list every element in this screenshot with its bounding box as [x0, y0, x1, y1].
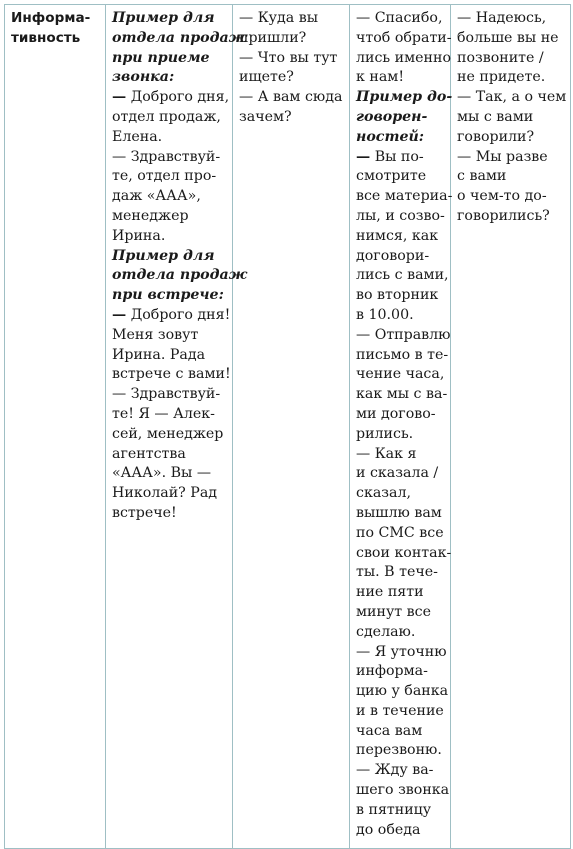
- cell-text-line: лись именно: [356, 49, 451, 66]
- cell-text-line: Пример для: [112, 10, 215, 26]
- bold-dash: —: [112, 89, 127, 106]
- cell-text-rest: Доброго дня!: [126, 306, 231, 323]
- cell-text-line: даж «ААА»,: [112, 188, 201, 205]
- cell-text-line: ние пяти: [356, 584, 424, 601]
- cell-text-line: «ААА». Вы —: [112, 465, 212, 482]
- cell-text-line: сей, менеджер: [112, 425, 224, 442]
- cell-text-line: говорились?: [457, 207, 550, 224]
- cell-text-line: в пятницу: [356, 801, 432, 818]
- cell-text-line: шего звонка: [356, 782, 450, 799]
- row-label-line: Информа-: [11, 10, 91, 26]
- cell-text-line: [356, 148, 445, 168]
- cell-text-line: лы, и созво-: [356, 207, 445, 224]
- cell-text-line: Меня зовут: [112, 326, 199, 343]
- cell-text-line: Ирина.: [112, 227, 166, 244]
- cell-text-line: письмо в те-: [356, 346, 449, 363]
- document-page: [4, 4, 570, 849]
- rude-questions-cell: [233, 5, 350, 849]
- cell-text-line: встрече с вами!: [112, 366, 231, 383]
- cell-text-line: в 10.00.: [356, 306, 414, 323]
- cell-text-line: чение часа,: [356, 366, 445, 383]
- cell-text-rest: Вы по-: [370, 148, 424, 165]
- cell-text-line: встрече!: [112, 504, 177, 521]
- table-row: [5, 5, 571, 849]
- cell-text-line: — Я уточню: [356, 643, 447, 660]
- cell-text-line: позвоните /: [457, 49, 544, 66]
- negative-replies-cell: [451, 5, 571, 849]
- cell-text-line: цию у банка: [356, 683, 449, 700]
- cell-text-line: мы с вами: [457, 108, 534, 125]
- cell-text-line: — Жду ва-: [356, 762, 434, 779]
- cell-text-line: отдела продаж: [112, 29, 248, 46]
- cell-text-line: больше вы не: [457, 29, 559, 46]
- cell-text-line: ищете?: [239, 69, 294, 86]
- cell-text-line: отдел продаж,: [112, 108, 221, 125]
- cell-text-line: ностей:: [356, 128, 425, 145]
- cell-text-line: Николай? Рад: [112, 485, 218, 502]
- cell-text-line: — Отправлю: [356, 326, 451, 343]
- cell-text-line: — Мы разве: [457, 148, 548, 165]
- cell-text-line: все материа-: [356, 188, 453, 205]
- cell-text-line: Елена.: [112, 128, 163, 145]
- cell-text-line: — А вам сюда: [239, 89, 343, 106]
- cell-text-line: — Как я: [356, 445, 417, 462]
- cell-text-line: звонка:: [112, 69, 175, 86]
- cell-text-line: менеджер: [112, 207, 189, 224]
- cell-text-line: сделаю.: [356, 623, 416, 640]
- cell-text-line: [112, 306, 231, 326]
- cell-text-line: отдела продаж: [112, 267, 248, 284]
- cell-text-line: о чем-то до-: [457, 188, 547, 205]
- cell-text-line: при приеме: [112, 49, 210, 66]
- cell-text-line: часа вам: [356, 722, 423, 739]
- cell-text-line: и в течение: [356, 702, 444, 719]
- bold-dash: —: [356, 148, 371, 165]
- cell-text-line: — Здравствуй-: [112, 148, 221, 165]
- cell-text-line: говорен-: [356, 108, 428, 125]
- cell-text-line: Пример для: [112, 247, 215, 264]
- cell-text-line: — Куда вы: [239, 10, 319, 26]
- cell-text-line: — Так, а о чем: [457, 89, 567, 106]
- cell-text-line: по СМС все: [356, 524, 444, 541]
- cell-text-line: Пример до-: [356, 89, 453, 106]
- cell-text-line: Ирина. Рада: [112, 346, 206, 363]
- cell-text-line: — Здравствуй-: [112, 386, 221, 403]
- cell-text-line: те! Я — Алек-: [112, 405, 215, 422]
- informativeness-table: [4, 4, 571, 849]
- cell-text-line: — Надеюсь,: [457, 10, 547, 26]
- cell-text-line: нимся, как: [356, 227, 439, 244]
- cell-text-line: свои контак-: [356, 544, 452, 561]
- cell-text-line: — Что вы тут: [239, 49, 338, 66]
- cell-text-line: рились.: [356, 425, 414, 442]
- cell-text-line: [112, 88, 230, 108]
- cell-text-line: минут все: [356, 603, 431, 620]
- cell-text-line: не придете.: [457, 69, 546, 86]
- cell-text-line: и сказала /: [356, 465, 439, 482]
- cell-text-line: ты. В тече-: [356, 564, 438, 581]
- cell-text-line: лись с вами,: [356, 267, 449, 284]
- cell-text-line: во вторник: [356, 287, 439, 304]
- cell-text-line: — Спасибо,: [356, 10, 443, 26]
- cell-text-line: сказал,: [356, 485, 411, 502]
- cell-text-line: до обеда: [356, 821, 421, 838]
- cell-text-rest: Доброго дня,: [126, 89, 230, 106]
- cell-text-line: смотрите: [356, 168, 427, 185]
- cell-text-line: к нам!: [356, 69, 405, 86]
- cell-text-line: ми догово-: [356, 405, 436, 422]
- row-label-cell: [5, 5, 106, 849]
- bold-dash: —: [112, 306, 127, 323]
- agreements-examples-cell: [350, 5, 451, 849]
- row-label-line: тивность: [11, 29, 81, 46]
- cell-text-line: как мы с ва-: [356, 386, 448, 403]
- cell-text-line: вышлю вам: [356, 504, 442, 521]
- cell-text-line: при встрече:: [112, 287, 224, 304]
- cell-text-line: пришли?: [239, 29, 307, 46]
- cell-text-line: говорили?: [457, 128, 535, 145]
- cell-text-line: те, отдел про-: [112, 168, 217, 185]
- greeting-examples-cell: [106, 5, 248, 849]
- cell-text-line: агентства: [112, 445, 186, 462]
- cell-text-line: информа-: [356, 663, 428, 680]
- cell-text-line: перезвоню.: [356, 742, 442, 759]
- cell-text-line: с вами: [457, 168, 507, 185]
- cell-text-line: чтоб обрати-: [356, 29, 452, 46]
- cell-text-line: договори-: [356, 247, 430, 264]
- cell-text-line: зачем?: [239, 108, 292, 125]
